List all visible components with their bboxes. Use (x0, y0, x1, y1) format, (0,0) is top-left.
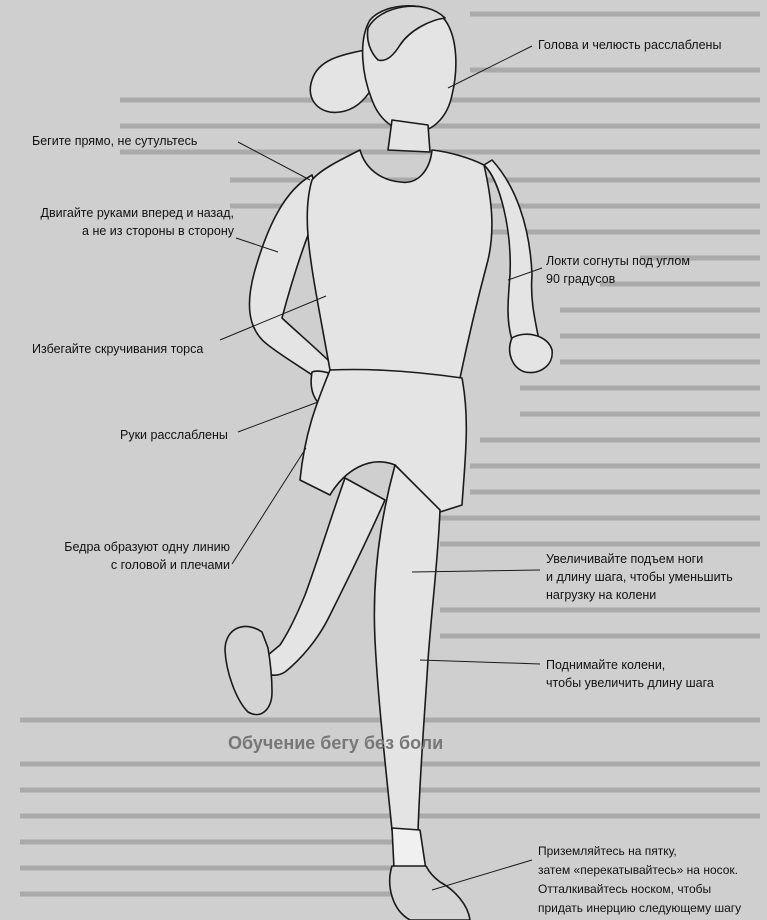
runner-figure (225, 6, 552, 920)
front-leg (374, 465, 440, 832)
right-arm (484, 160, 540, 345)
label-arms-motion: Двигайте руками вперед и назад, а не из стороны в сторону (40, 206, 234, 238)
label-stride: Увеличивайте подъем ноги и длину шага, чтобы уменьшить нагрузку на колени (546, 552, 733, 602)
sock (392, 828, 426, 870)
label-torso: Избегайте скручивания торса (32, 342, 204, 356)
label-hips: Бедра образуют одну линию с головой и плечами (64, 540, 230, 572)
label-elbows: Локти согнуты под углом 90 градусов (546, 254, 690, 286)
leader-hands (238, 402, 318, 432)
right-hand (510, 334, 553, 372)
leader-knees (420, 660, 540, 664)
shorts (300, 369, 466, 512)
leader-hips (232, 448, 306, 564)
front-shoe (390, 866, 470, 920)
neck (388, 120, 430, 152)
label-knees: Поднимайте колени, чтобы увеличить длину шага (546, 658, 714, 690)
label-run-straight: Бегите прямо, не сутультесь (32, 134, 198, 148)
page-heading: Обучение бегу без боли (228, 733, 444, 753)
back-leg (261, 478, 385, 675)
back-shoe (225, 626, 272, 714)
leader-head (448, 46, 532, 88)
label-head-jaw: Голова и челюсть расслаблены (538, 38, 722, 52)
leader-posture (238, 142, 310, 180)
label-hands: Руки расслаблены (120, 428, 228, 442)
torso (307, 150, 492, 378)
label-landing: Приземляйтесь на пятку, затем «перекатывайтесь» на носок. Отталкивайтесь носком, чтобы придать инерцию следующему шагу (538, 844, 742, 915)
leader-landing (432, 860, 532, 890)
